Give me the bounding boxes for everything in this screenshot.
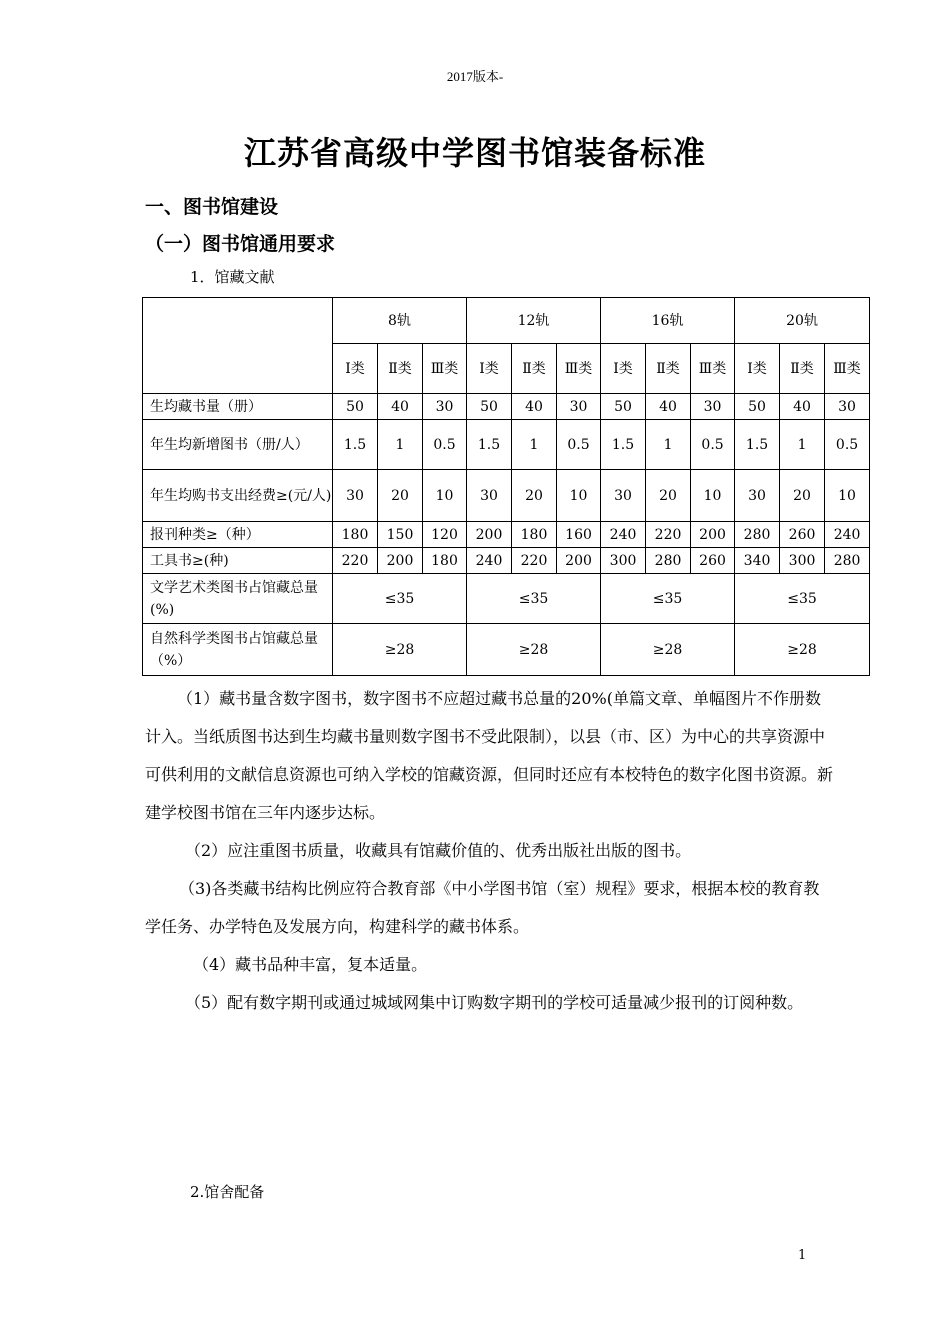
table-cell: 20 [512,470,557,522]
table-cell: 20 [646,470,691,522]
table-cell-merged: ≥28 [467,624,601,676]
table-cell: 50 [735,394,780,420]
table-row [143,624,870,676]
table-cell: 20 [378,470,423,522]
collection-standards-table [142,297,870,676]
table-cell: 240 [467,548,512,574]
note-paragraph-4: （4）藏书品种丰富，复本适量。 [193,955,428,974]
table-cell: 40 [378,394,423,420]
table-cell: 50 [467,394,512,420]
note-paragraph-2: （2）应注重图书质量，收藏具有馆藏价值的、优秀出版社出版的图书。 [185,841,692,860]
notes-section [145,680,835,1022]
table-cell: 240 [601,522,646,548]
table-cell: 30 [601,470,646,522]
table-cell-merged: ≤35 [467,574,601,624]
table-cell: 30 [735,470,780,522]
table-row [143,548,870,574]
table-cell: 10 [691,470,735,522]
document-title: 江苏省高级中学图书馆装备标准 [243,134,706,172]
row-label: 年生均新增图书（册/人） [143,420,333,470]
table-row [143,394,870,420]
table-cell: 10 [825,470,870,522]
table-cell-merged: ≤35 [601,574,735,624]
class-header: Ⅰ类 [467,344,512,394]
class-header: Ⅱ类 [780,344,825,394]
table-cell: 50 [601,394,646,420]
table-cell: 40 [512,394,557,420]
table-cell: 280 [825,548,870,574]
class-header: Ⅰ类 [601,344,646,394]
table-cell: 200 [557,548,601,574]
table-cell: 0.5 [825,420,870,470]
table-cell: 240 [825,522,870,548]
table-cell: 220 [512,548,557,574]
subsection-heading: （一）图书馆通用要求 [145,233,336,255]
table-cell: 150 [378,522,423,548]
table-cell: 30 [557,394,601,420]
table-cell: 0.5 [423,420,467,470]
table-cell: 30 [825,394,870,420]
table-cell-merged: ≥28 [735,624,870,676]
class-header: Ⅱ类 [378,344,423,394]
row-label: 工具书≥(种) [143,548,333,574]
table-cell-merged: ≥28 [333,624,467,676]
row-label: 生均藏书量（册） [143,394,333,420]
table-cell: 160 [557,522,601,548]
page-header: 2017版本- [446,69,504,84]
table-cell: 1 [378,420,423,470]
class-header: Ⅰ类 [735,344,780,394]
table-cell-merged: ≥28 [601,624,735,676]
table-cell: 300 [601,548,646,574]
table-cell: 200 [378,548,423,574]
table-cell: 280 [735,522,780,548]
row-label: 文学艺术类图书占馆藏总量(%) [143,574,333,624]
table-cell: 20 [780,470,825,522]
table-cell-merged: ≤35 [735,574,870,624]
table-cell: 1 [780,420,825,470]
note-paragraph-1: （1）藏书量含数字图书，数字图书不应超过藏书总量的20%(单篇文章、单幅图片不作册数计入。当纸质图书达到生均藏书量则数字图书不受此限制），以县（市、区）为中心的共享资源中可供利用的文献信息资源也可纳入学校的馆藏资源，但同时还应有本校特色的数字化图书资源。新建学校图书馆在三年内逐步达标。 [145,689,834,822]
table-cell: 1 [646,420,691,470]
table-cell: 1 [512,420,557,470]
table-cell: 10 [557,470,601,522]
table-cell: 0.5 [557,420,601,470]
class-header: Ⅲ类 [423,344,467,394]
table-cell: 50 [333,394,378,420]
section-heading: 一、图书馆建设 [145,196,279,218]
class-header: Ⅲ类 [557,344,601,394]
table-cell: 340 [735,548,780,574]
corner-cell [143,298,333,394]
table-row [143,574,870,624]
table-header-row [143,298,870,344]
table-cell: 10 [423,470,467,522]
group-header: 16轨 [601,298,735,344]
table-cell: 1.5 [601,420,646,470]
table-cell: 30 [333,470,378,522]
table-cell: 30 [691,394,735,420]
class-header: Ⅱ类 [646,344,691,394]
page-number: 1 [798,1248,807,1263]
class-header: Ⅲ类 [691,344,735,394]
table-row [143,420,870,470]
table-cell: 40 [646,394,691,420]
row-label: 报刊种类≥（种） [143,522,333,548]
note-paragraph-3: （3)各类藏书结构比例应符合教育部《中小学图书馆（室）规程》要求，根据本校的教育教学任务、办学特色及发展方向，构建科学的藏书体系。 [145,879,820,936]
table-cell: 180 [423,548,467,574]
table-cell: 220 [333,548,378,574]
table-cell: 200 [467,522,512,548]
table-cell: 180 [333,522,378,548]
table-cell: 260 [691,548,735,574]
class-header: Ⅲ类 [825,344,870,394]
table-cell: 260 [780,522,825,548]
row-label: 自然科学类图书占馆藏总量（%） [143,624,333,676]
class-header: Ⅱ类 [512,344,557,394]
class-header: Ⅰ类 [333,344,378,394]
table-cell: 200 [691,522,735,548]
row-label: 年生均购书支出经费≥(元/人) [143,470,333,522]
table-cell: 280 [646,548,691,574]
table-cell: 0.5 [691,420,735,470]
group-header: 8轨 [333,298,467,344]
group-header: 12轨 [467,298,601,344]
table-cell: 300 [780,548,825,574]
table-row [143,470,870,522]
item-heading-building: 2.馆舍配备 [190,1183,265,1201]
table-cell: 30 [423,394,467,420]
table-cell: 1.5 [333,420,378,470]
table-cell: 120 [423,522,467,548]
table-cell: 1.5 [735,420,780,470]
table-cell: 30 [467,470,512,522]
table-cell: 220 [646,522,691,548]
table-cell: 180 [512,522,557,548]
item-heading-collection: 1．馆藏文献 [190,268,275,286]
group-header: 20轨 [735,298,870,344]
table-row [143,522,870,548]
note-paragraph-5: （5）配有数字期刊或通过城域网集中订购数字期刊的学校可适量减少报刊的订阅种数。 [185,993,804,1012]
table-cell: 40 [780,394,825,420]
table-cell: 1.5 [467,420,512,470]
table-cell-merged: ≤35 [333,574,467,624]
